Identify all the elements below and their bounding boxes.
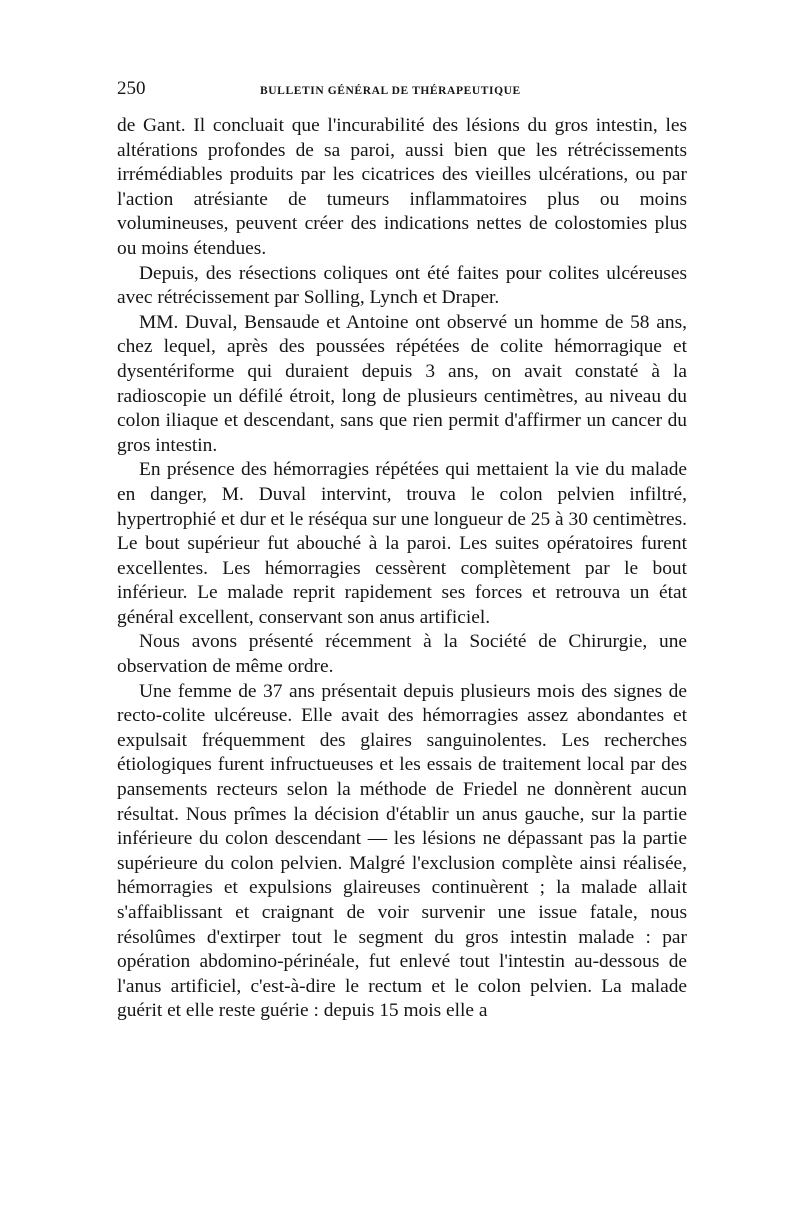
paragraph-observation: Nous avons présenté récemment à la Société de Chirurgie, une observation de même ordre. xyxy=(117,631,687,678)
journal-title: BULLETIN GÉNÉRAL DE THÉRAPEUTIQUE xyxy=(260,85,521,97)
paragraph-woman-case: Une femme de 37 ans présentait depuis plusieurs mois des signes de recto-colite ulcéreuse. Elle avait des hémorragies assez abondantes et expulsait fréquemment des glaires sanguinolentes. Les recherches étiologiques furent infructueuses et les essais de traitement local par des pansements recteurs selon la méthode de Friedel ne donnèrent aucun résultat. Nous prîmes la décision d'établir un anus gauche, sur la partie inférieure du colon descendant — les lésions ne dépassant pas la partie supérieure du colon pelvien. Malgré l'exclusion complète ainsi réalisée, hémorragies et expulsions glaireuses continuèrent ; la malade allait s'affaiblissant et craignant de voir survenir une issue fatale, nous résolûmes d'extirper tout le segment du gros intestin malade : par opération abdomino-périnéale, fut enlevé tout l'intestin au-dessous de l'anus artificiel, c'est-à-dire le rectum et le colon pelvien. La malade guérit et elle reste guérie : depuis 15 mois elle a xyxy=(117,680,687,1022)
running-head xyxy=(117,78,687,104)
paragraph-colic-resections: Depuis, des résections coliques ont été faites pour colites ulcéreuses avec rétrécissement par Solling, Lynch et Draper. xyxy=(117,262,687,309)
page-number: 250 xyxy=(117,78,146,99)
body-text xyxy=(117,114,687,1024)
paragraph-hemorrhages: En présence des hémorragies répétées qui mettaient la vie du malade en danger, M. Duval intervint, trouva le colon pelvien infiltré, hypertrophié et dur et le réséqua sur une longueur de 25 à 30 centimètres. Le bout supérieur fut abouché à la paroi. Les suites opératoires furent excellentes. Les hémorragies cessèrent complètement par le bout inférieur. Le malade reprit rapidement ses forces et retrouva un état général excellent, conservant son anus artificiel. xyxy=(117,459,687,628)
paragraph-duval-case: MM. Duval, Bensaude et Antoine ont observé un homme de 58 ans, chez lequel, après des poussées répétées de colite hémorragique et dysentériforme qui duraient depuis 3 ans, on avait constaté à la radioscopie un défilé étroit, long de plusieurs centimètres, au niveau du colon iliaque et descendant, sans que rien permit d'affirmer un cancer du gros intestin. xyxy=(117,311,687,456)
paragraph-continuation: de Gant. Il concluait que l'incurabilité des lésions du gros intestin, les altérations profondes de sa paroi, aussi bien que les rétrécissements irrémédiables produits par les cicatrices des vieilles ulcérations, ou par l'action atrésiante de tumeurs inflammatoires plus ou moins volumineuses, peuvent créer des indications nettes de colostomies plus ou moins étendues. xyxy=(117,115,687,259)
